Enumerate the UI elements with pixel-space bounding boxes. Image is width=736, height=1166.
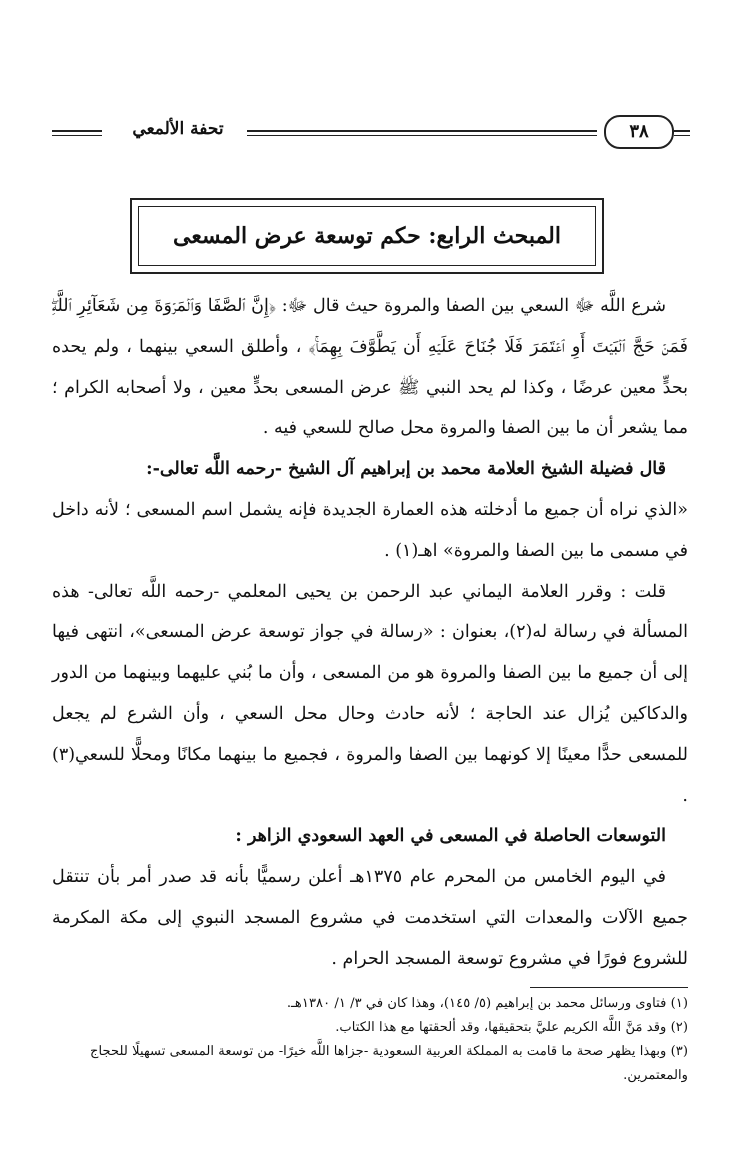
book-title: تحفة الألمعي bbox=[132, 119, 224, 139]
footnote-3: (٣) وبهذا يظهر صحة ما قامت به المملكة العربية السعودية -جزاها اللَّه خيرًا- من توسعة المسعى تسهيلًا للحجاج والمعتمرين. bbox=[89, 1044, 688, 1083]
section-title: المبحث الرابع: حكم توسعة عرض المسعى bbox=[173, 223, 561, 249]
page-header bbox=[52, 112, 688, 152]
section-title-box bbox=[130, 198, 604, 274]
paragraph-expansions: في اليوم الخامس من المحرم عام ١٣٧٥هـ أعلن رسميًّا بأنه قد صدر أمر بأن تنتقل جميع الآلات والمعدات التي استخدمت في مشروع المسجد النبوي إلى مكة المكرمة للشروع فورًا في مشروع توسعة المسجد الحرام . bbox=[52, 867, 688, 969]
header-rule-middle bbox=[247, 130, 597, 136]
footnotes bbox=[52, 992, 688, 1088]
footnote-separator bbox=[530, 987, 688, 988]
page-number: ٣٨ bbox=[604, 115, 674, 149]
paragraph-expansions-heading: التوسعات الحاصلة في المسعى في العهد السعودي الزاهر : bbox=[235, 826, 666, 847]
header-rule-left bbox=[52, 130, 102, 136]
paragraph-intro: شرع اللَّه ﷻ السعي بين الصفا والمروة حيث قال ﷻ: ﴿إِنَّ ٱلصَّفَا وَٱلۡمَرۡوَةَ مِن شَعَآئِرِ ٱللَّهِۖ فَمَنۡ حَجَّ ٱلۡبَيۡتَ أَوِ ٱعۡتَمَرَ فَلَا جُنَاحَ عَلَيۡهِ أَن يَطَّوَّفَ بِهِمَاۚ﴾ ، وأطلق السعي بينهما ، ولم يحده بحدٍّ معين عرضًا ، وكذا لم يحد النبي ﷺ عرض المسعى بحدٍّ معين ، ولا أصحابه الكرام ؛ مما يشعر أن ما بين الصفا والمروة محل صالح للسعي فيه . bbox=[52, 296, 688, 439]
footnote-1: (١) فتاوى ورسائل محمد بن إبراهيم (٥/ ١٤٥)، وهذا كان في ٣/ ١/ ١٣٨٠هـ. bbox=[286, 996, 688, 1011]
paragraph-quote-heading: قال فضيلة الشيخ العلامة محمد بن إبراهيم آل الشيخ -رحمه اللَّه تعالى-: bbox=[146, 459, 666, 480]
footnote-2: (٢) وقد مَنَّ اللَّه الكريم عليَّ بتحقيقها، وقد ألحقتها مع هذا الكتاب. bbox=[335, 1020, 688, 1035]
paragraph-muallimi: قلت : وقرر العلامة اليماني عبد الرحمن بن يحيى المعلمي -رحمه اللَّه تعالى- هذه المسألة في رسالة له(٢)، بعنوان : «رسالة في جواز توسعة عرض المسعى»، انتهى فيها إلى أن جميع ما بين الصفا والمروة هو من المسعى ، وأن ما بُني عليهما وبينهما من الدور والدكاكين يُزال عند الحاجة ؛ لأنه حادث وحال محل السعي ، وأن الشرع لم يجعل للمسعى حدًّا معينًا إلا كونهما بين الصفا والمروة ، فجميع ما بينهما مكانًا ومحلًّا للسعي(٣) . bbox=[52, 581, 688, 806]
body-text bbox=[52, 286, 688, 980]
section-title-inner-frame bbox=[138, 206, 596, 266]
header-rule-right bbox=[674, 130, 690, 136]
paragraph-quote: «الذي نراه أن جميع ما أدخلته هذه العمارة الجديدة فإنه يشمل اسم المسعى ؛ لأنه داخل في مسمى ما بين الصفا والمروة» اهـ(١) . bbox=[52, 499, 688, 561]
